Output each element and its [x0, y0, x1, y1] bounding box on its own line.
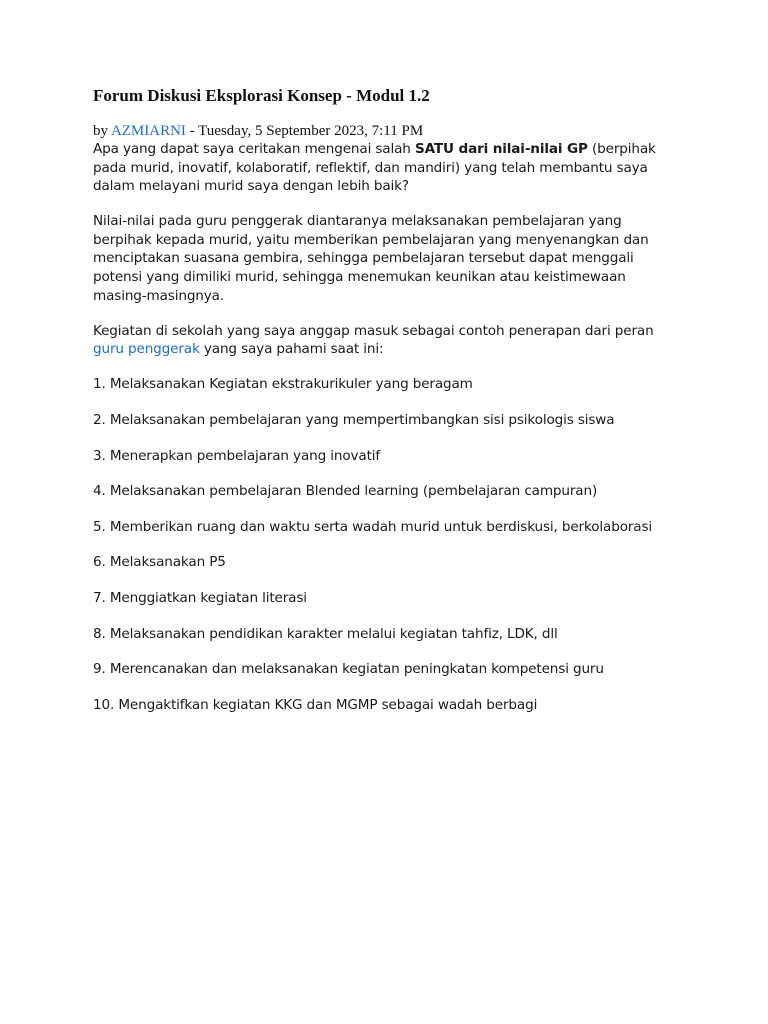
list-item: 5. Memberikan ruang dan waktu serta wadah murid untuk berdiskusi, berkolaborasi [93, 518, 653, 535]
question-text-1: Apa yang dapat saya ceritakan mengenai salah [93, 141, 415, 157]
list-item: 2. Melaksanakan pembelajaran yang mempertimbangkan sisi psikologis siswa [93, 412, 615, 429]
post-date: Tuesday, 5 September 2023, 7:11 PM [198, 123, 424, 139]
intro-text-2: yang saya pahami saat ini: [199, 341, 384, 358]
list-item: 7. Menggiatkan kegiatan literasi [93, 590, 307, 606]
by-label: by [93, 123, 108, 139]
activities-intro-paragraph [93, 322, 683, 359]
list-item: 3. Menerapkan pembelajaran yang inovatif [93, 447, 381, 464]
question-text-2: (berpihak pada murid, inovatif, kolaboratif, reflektif, dan mandiri) yang telah membantu saya dalam melayani murid saya dengan lebih baik? [93, 141, 656, 195]
post-body [93, 140, 683, 714]
list-item: 9. Merencanakan dan melaksanakan kegiatan peningkatan kompetensi guru [93, 661, 604, 678]
values-paragraph: Nilai-nilai pada guru penggerak diantaranya melaksanakan pembelajaran yang berpihak kepada murid, yaitu memberikan pembelajaran yang menyenangkan dan menciptakan suasana gembira, sehingga pembelajaran tersebut dapat menggali potensi yang dimiliki murid, sehingga menemukan keunikan atau keistimewaan masing-masingnya. [93, 213, 649, 304]
list-item: 4. Melaksanakan pembelajaran Blended learning (pembelajaran campuran) [93, 483, 598, 500]
post-byline [93, 122, 683, 140]
date-separator: - [185, 123, 199, 139]
post-title: Forum Diskusi Eksplorasi Konsep - Modul 1.2 [93, 86, 430, 105]
list-item: 6. Melaksanakan P5 [93, 554, 226, 571]
author-link[interactable]: AZMIARNI [110, 123, 186, 139]
guru-penggerak-link[interactable]: guru penggerak [93, 341, 200, 358]
list-item: 1. Melaksanakan Kegiatan ekstrakurikuler yang beragam [93, 376, 473, 393]
list-item: 8. Melaksanakan pendidikan karakter melalui kegiatan tahfiz, LDK, dll [93, 625, 558, 642]
intro-text-1: Kegiatan di sekolah yang saya anggap masuk sebagai contoh penerapan dari peran [93, 322, 654, 339]
question-emphasis: SATU dari nilai-nilai GP [414, 141, 588, 157]
forum-post [93, 84, 683, 731]
list-item: 10. Mengaktifkan kegiatan KKG dan MGMP sebagai wadah berbagi [93, 696, 538, 713]
question-paragraph [93, 140, 683, 196]
